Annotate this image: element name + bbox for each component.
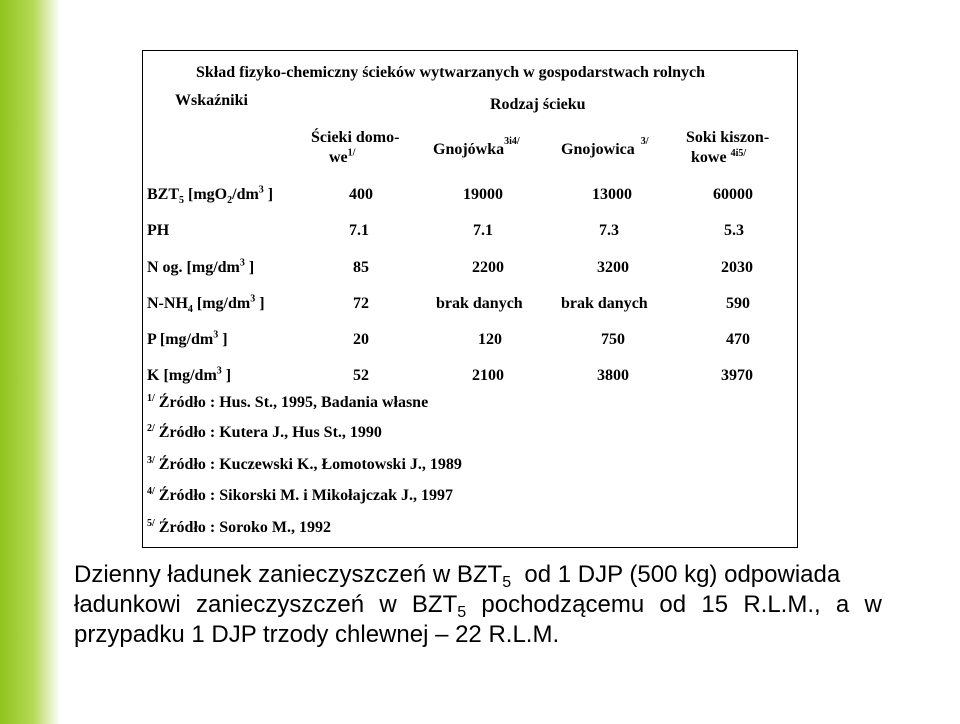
cell-n-total-gnojowka: 2200	[472, 259, 504, 276]
summary-caption	[74, 560, 882, 650]
cell-p-gnojowka: 120	[478, 331, 502, 348]
composition-table	[142, 50, 798, 548]
cell-ph-gnojowica: 7.3	[599, 222, 619, 239]
footnote-3: $^{3/}$ Źródło : Kuczewski K., Łomotowski J., 1989	[147, 455, 462, 473]
cell-n-nh4-gnojowka: brak danych	[436, 295, 523, 312]
cell-p-silage: 470	[726, 331, 750, 348]
cell-k-silage: 3970	[721, 367, 753, 384]
footnote-2: $^{2/}$ Źródło : Kutera J., Hus St., 1990	[147, 423, 382, 441]
cell-bzt5-silage: 60000	[713, 186, 753, 203]
cell-ph-silage: 5.3	[724, 222, 744, 239]
cell-k-gnojowka: 2100	[472, 367, 504, 384]
cell-n-total-domestic: 85	[353, 259, 369, 276]
cell-n-nh4-domestic: 72	[353, 295, 369, 312]
cell-bzt5-domestic: 400	[349, 186, 373, 203]
cell-ph-domestic: 7.1	[349, 222, 369, 239]
cell-ph-gnojowka: 7.1	[473, 222, 493, 239]
row-label-n-nh4: $N-NH_4$ [$mg/dm^3$ ]	[147, 293, 265, 316]
row-label-ph: PH	[147, 222, 170, 239]
row-label-k: K [$mg/dm^3$ ]	[147, 365, 232, 384]
header-indicators: Wskaźniki	[175, 92, 248, 109]
cell-n-total-silage: 2030	[721, 259, 753, 276]
caption-line-2: ładunkowi zanieczyszczeń w $BZT_5$ pochodzącemu od 15 R.L.M., a w	[74, 591, 882, 621]
row-label-n-total: N og. [$mg/dm^3$ ]	[147, 257, 255, 276]
cell-p-domestic: 20	[353, 331, 369, 348]
decorative-green-bar	[0, 0, 60, 724]
row-label-bzt5: $BZT_5$ [$mgO_2/dm^3$ ]	[147, 184, 274, 207]
header-sewage-type: Rodzaj ścieku	[490, 96, 586, 113]
table-title: Skład fizyko-chemiczny ścieków wytwarzanych w gospodarstwach rolnych	[196, 64, 706, 81]
cell-p-gnojowica: 750	[601, 331, 625, 348]
column-header-gnojowka: Gnojówka$^{3i4/}$	[433, 136, 520, 158]
caption-line-1: Dzienny ładunek zanieczyszczeń w $BZT_5$ od 1 DJP (500 kg) odpowiada	[74, 561, 841, 591]
column-header-silage: Soki kiszon- kowe $^{4i5/}$	[686, 129, 770, 166]
cell-k-gnojowica: 3800	[597, 367, 629, 384]
footnote-4: $^{4/}$ Źródło : Sikorski M. i Mikołajczak J., 1997	[147, 486, 454, 504]
cell-n-total-gnojowica: 3200	[597, 259, 629, 276]
column-header-domestic: Ścieki domo- $we^{1/}$	[311, 129, 400, 166]
cell-bzt5-gnojowica: 13000	[592, 186, 632, 203]
cell-bzt5-gnojowka: 19000	[463, 186, 503, 203]
cell-n-nh4-silage: 590	[726, 295, 750, 312]
footnote-1: $^{1/}$ Źródło : Hus. St., 1995, Badania własne	[147, 393, 429, 411]
cell-k-domestic: 52	[353, 367, 369, 384]
row-label-p: P [$mg/dm^3$ ]	[147, 329, 228, 348]
column-header-gnojowica: Gnojowica $^{3/}$	[561, 136, 649, 158]
footnote-5: $^{5/}$ Źródło : Soroko M., 1992	[147, 518, 331, 536]
cell-n-nh4-gnojowica: brak danych	[561, 295, 648, 312]
caption-line-3: przypadku 1 DJP trzody chlewnej – 22 R.L.M.	[74, 621, 560, 648]
